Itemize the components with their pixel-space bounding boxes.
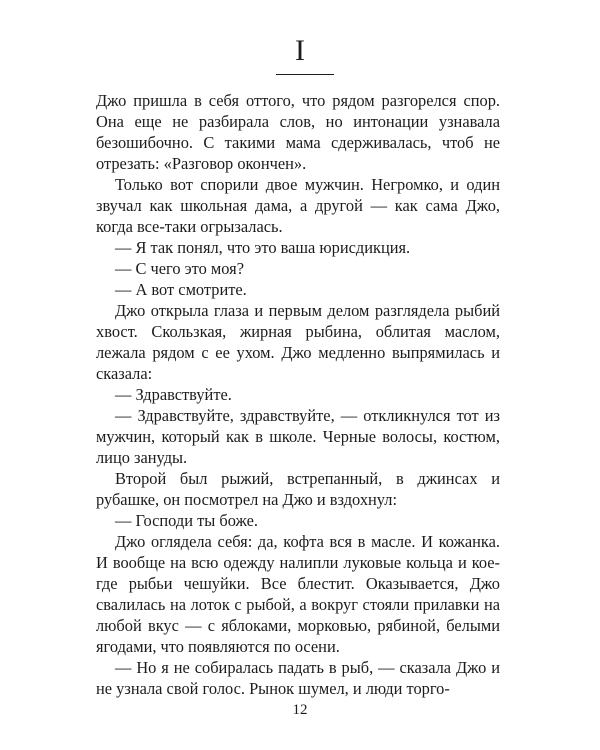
paragraph: Джо открыла глаза и первым делом разглядела рыбий хвост. Скользкая, жирная рыбина, облитая маслом, лежала рядом с ее ухом. Джо медленно выпрямилась и сказала: — [96, 301, 500, 383]
chapter-divider-rule — [276, 74, 334, 75]
dialogue-line: — Здравствуйте, здравствуйте, — откликнулся тот из мужчин, который как в школе. Черные волосы, костюм, лицо зануды. — [96, 406, 500, 467]
dialogue-line: — С чего это моя? — [115, 259, 244, 278]
page-number: 12 — [292, 702, 308, 718]
dialogue-line: — Но я не собиралась падать в рыб, — сказала Джо и не узнала свой голос. Рынок шумел, и люди торго- — [96, 658, 500, 698]
paragraph: Только вот спорили двое мужчин. Негромко, и один звучал как школьная дама, а другой — как сама Джо, когда все-таки огрызалась. — [96, 175, 500, 236]
dialogue-line: — А вот смотрите. — [115, 280, 247, 299]
chapter-number: I — [295, 34, 305, 67]
paragraph: Второй был рыжий, встрепанный, в джинсах и рубашке, он посмотрел на Джо и вздохнул: — [96, 469, 500, 509]
body-text — [96, 90, 500, 699]
paragraph: Джо пришла в себя оттого, что рядом разгорелся спор. Она еще не разбирала слов, но интонации узнавала безошибочно. С такими мама сдерживалась, чтоб не отрезать: «Разговор окончен». — [96, 91, 500, 173]
dialogue-line: — Я так понял, что это ваша юрисдикция. — [115, 238, 411, 257]
paragraph: Джо оглядела себя: да, кофта вся в масле. И кожанка. И вообще на всю одежду налипли луковые кольца и кое-где рыбьи чешуйки. Все блестит. Оказывается, Джо свалилась на лоток с рыбой, а вокруг стояли прилавки на любой вкус — с яблоками, морковью, рябиной, белыми ягодами, что появляются по осени. — [96, 532, 500, 656]
dialogue-line: — Здравствуйте. — [115, 385, 232, 404]
dialogue-line: — Господи ты боже. — [115, 511, 258, 530]
